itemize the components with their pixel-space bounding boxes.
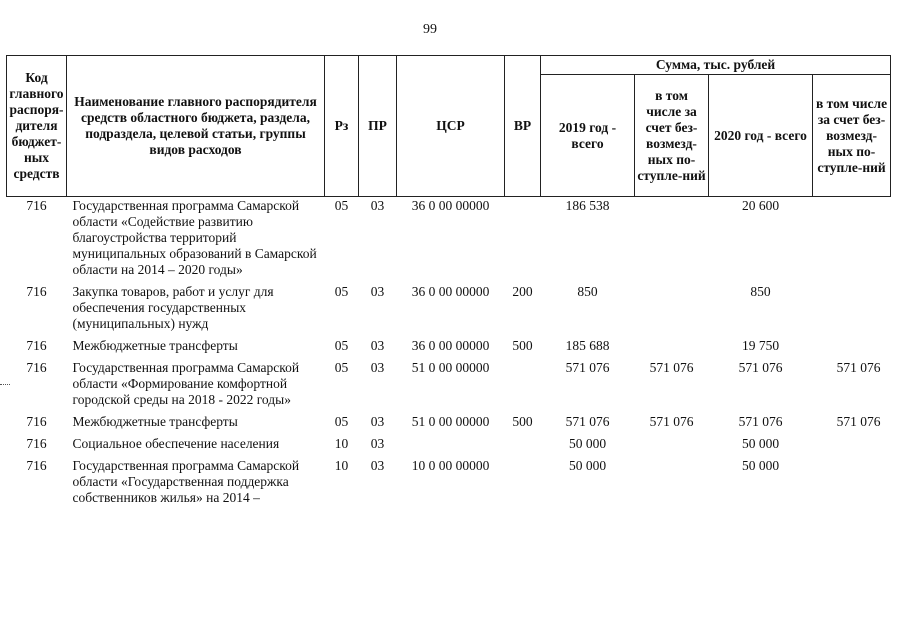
cell-2020-free: 571 076 [836, 360, 881, 375]
cell-name: Государственная программа Самарской области «Содействие развитию благоустройства территорий муниципальных образований в Самарской области на 2014 – 2020 годы» [72, 198, 317, 277]
table-row [7, 337, 891, 359]
cell-2020-total: 850 [750, 284, 771, 299]
header-vr: ВР [505, 56, 541, 197]
header-name: Наименование главного распорядителя средств областного бюджета, раздела, подраздела, целевой статьи, группы видов расходов [67, 56, 325, 197]
cell-vr [505, 435, 541, 457]
cell-2019-total: 185 688 [565, 338, 610, 353]
table-header [7, 56, 891, 197]
page-number: 99 [423, 22, 437, 37]
cell-2020-free [813, 283, 891, 337]
cell-vr: 500 [512, 414, 533, 429]
cell-pr: 03 [370, 414, 385, 429]
cell-2020-free: 571 076 [836, 414, 881, 429]
cell-pr: 03 [370, 436, 385, 451]
cell-csr: 36 0 00 00000 [411, 338, 490, 353]
cell-2019-free [635, 197, 709, 284]
cell-2019-free: 571 076 [649, 360, 694, 375]
budget-table [6, 55, 891, 511]
cell-vr: 200 [512, 284, 533, 299]
cell-code: 716 [26, 436, 47, 451]
cell-name: Государственная программа Самарской области «Формирование комфортной городской среды на 2018 - 2022 годы» [72, 360, 300, 407]
cell-2019-total: 50 000 [568, 458, 607, 473]
cell-name: Социальное обеспечение населения [72, 436, 280, 451]
cell-2020-total: 50 000 [741, 436, 780, 451]
cell-rz: 05 [334, 360, 349, 375]
table-row [7, 283, 891, 337]
header-sum: Сумма, тыс. рублей [541, 56, 891, 75]
cell-2020-free [813, 337, 891, 359]
cell-csr: 51 0 00 00000 [411, 414, 490, 429]
cell-csr: 10 0 00 00000 [411, 458, 490, 473]
header-2020-free: в том числе за счет без-возмезд-ных по-ступле-ний [813, 75, 891, 197]
cell-rz: 05 [334, 414, 349, 429]
cell-rz: 10 [334, 436, 349, 451]
header-2019-total: 2019 год - всего [541, 75, 635, 197]
cell-2019-total: 50 000 [568, 436, 607, 451]
table-body [7, 197, 891, 512]
cell-2019-total: 571 076 [565, 360, 610, 375]
table-row [7, 457, 891, 511]
cell-code: 716 [26, 198, 47, 213]
header-csr: ЦСР [397, 56, 505, 197]
cell-2020-total: 571 076 [738, 414, 783, 429]
cell-2019-total: 571 076 [565, 414, 610, 429]
cell-name: Межбюджетные трансферты [72, 338, 238, 353]
cell-2019-free [635, 457, 709, 511]
cell-code: 716 [26, 458, 47, 473]
cell-2020-total: 20 600 [741, 198, 780, 213]
header-code: Код главного распоря-дителя бюджет-ных средств [7, 56, 67, 197]
cell-pr: 03 [370, 458, 385, 473]
cell-2019-total: 850 [577, 284, 598, 299]
table-row [7, 197, 891, 284]
cell-2020-total: 50 000 [741, 458, 780, 473]
cell-pr: 03 [370, 338, 385, 353]
header-rz: Рз [325, 56, 359, 197]
cell-code: 716 [26, 338, 47, 353]
header-2019-free: в том числе за счет без-возмезд-ных по-ступле-ний [635, 75, 709, 197]
cell-csr: 36 0 00 00000 [411, 198, 490, 213]
header-2020-total: 2020 год - всего [709, 75, 813, 197]
cell-vr [505, 197, 541, 284]
header-pr: ПР [359, 56, 397, 197]
cell-pr: 03 [370, 198, 385, 213]
cell-2019-total: 186 538 [565, 198, 610, 213]
cell-vr [505, 457, 541, 511]
cell-vr [505, 359, 541, 413]
cell-2019-free [635, 337, 709, 359]
cell-csr [397, 435, 505, 457]
cell-rz: 10 [334, 458, 349, 473]
cell-rz: 05 [334, 198, 349, 213]
cell-2020-free [813, 197, 891, 284]
table-row [7, 359, 891, 413]
cell-name: Государственная программа Самарской области «Государственная поддержка собственников жилья» на 2014 – [72, 458, 300, 505]
cell-vr: 500 [512, 338, 533, 353]
cell-2020-free [813, 435, 891, 457]
cell-2020-total: 19 750 [741, 338, 780, 353]
cell-csr: 51 0 00 00000 [411, 360, 490, 375]
cell-2019-free [635, 435, 709, 457]
cell-csr: 36 0 00 00000 [411, 284, 490, 299]
table-row [7, 413, 891, 435]
cell-name: Межбюджетные трансферты [72, 414, 238, 429]
cell-code: 716 [26, 414, 47, 429]
cell-2020-free [813, 457, 891, 511]
cell-pr: 03 [370, 284, 385, 299]
table-row [7, 435, 891, 457]
cell-name: Закупка товаров, работ и услуг для обеспечения государственных (муниципальных) нужд [72, 284, 274, 331]
cell-rz: 05 [334, 284, 349, 299]
cell-code: 716 [26, 360, 47, 375]
cell-2019-free [635, 283, 709, 337]
cell-code: 716 [26, 284, 47, 299]
cell-rz: 05 [334, 338, 349, 353]
cell-2020-total: 571 076 [738, 360, 783, 375]
cell-pr: 03 [370, 360, 385, 375]
cell-2019-free: 571 076 [649, 414, 694, 429]
